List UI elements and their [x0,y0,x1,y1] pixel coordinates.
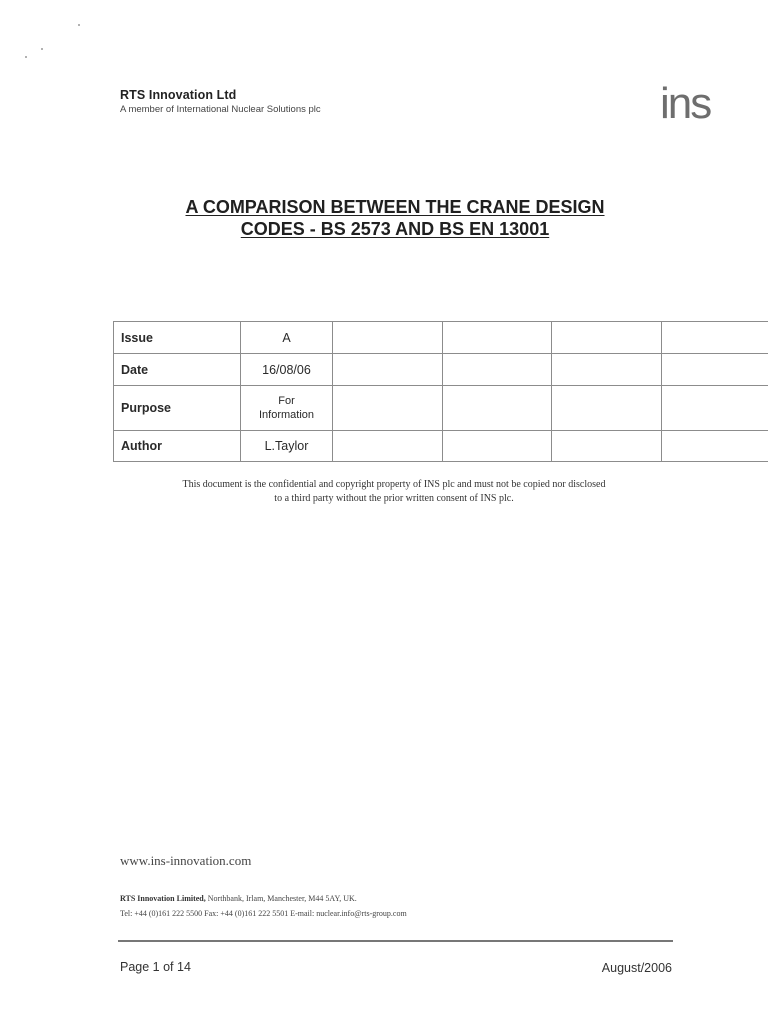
empty-cell [552,322,662,354]
notice-line-2: to a third party without the prior written consent of INS plc. [274,493,514,504]
purpose-line-2: Information [258,409,315,421]
footer-date: August/2006 [601,961,672,975]
contact-line: Tel: +44 (0)161 222 5500 Fax: +44 (0)161 222 5501 E-mail: nuclear.info@rts-group.com [120,909,407,918]
purpose-line-1: For [278,395,295,407]
empty-cell [333,431,443,462]
empty-cell [552,431,662,462]
address-company: RTS Innovation Limited, [120,894,206,903]
company-header [120,88,321,115]
table-row [114,431,768,462]
row-value-issue: A [241,322,333,354]
empty-cell [552,354,662,386]
table-row [114,322,768,354]
empty-cell [442,386,552,431]
empty-cell [442,431,552,462]
empty-cell [661,322,768,354]
table-row [114,354,768,386]
company-address [120,891,407,921]
empty-cell [333,322,443,354]
issue-table [113,321,768,462]
website-url: www.ins-innovation.com [120,853,252,868]
empty-cell [661,354,768,386]
company-name: RTS Innovation Ltd [120,88,237,102]
logo-text: ins [660,79,711,128]
table-row [114,386,768,431]
footer-divider [118,940,673,942]
document-title [100,196,690,240]
notice-line-1: This document is the confidential and copyright property of INS plc and must not be copied nor disclosed [182,479,606,490]
empty-cell [661,386,768,431]
empty-cell [442,354,552,386]
ins-logo [660,79,711,128]
title-line-1: A COMPARISON BETWEEN THE CRANE DESIGN [185,197,605,217]
row-value-date: 16/08/06 [241,354,333,386]
confidentiality-notice [118,478,670,506]
empty-cell [333,386,443,431]
address-rest: Northbank, Irlam, Manchester, M44 5AY, UK. [205,894,357,903]
title-line-2: CODES - BS 2573 AND BS EN 13001 [240,219,550,239]
row-value-author: L.Taylor [241,431,333,462]
empty-cell [552,386,662,431]
row-label-date: Date [114,354,241,386]
page-number: Page 1 of 14 [120,960,191,974]
empty-cell [442,322,552,354]
row-value-purpose [241,386,333,431]
row-label-issue: Issue [114,322,241,354]
company-subtitle: A member of International Nuclear Solutions plc [120,104,321,115]
row-label-author: Author [114,431,241,462]
empty-cell [661,431,768,462]
address-line [120,891,407,906]
row-label-purpose: Purpose [114,386,241,431]
empty-cell [333,354,443,386]
